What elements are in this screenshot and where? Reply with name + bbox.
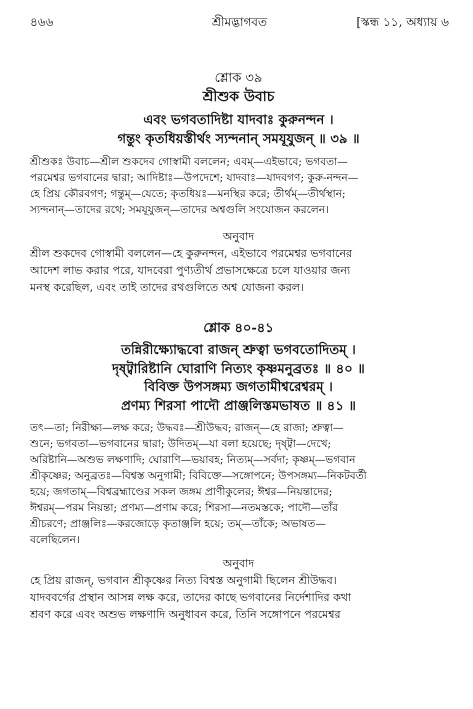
synonym-line: ঈশ্বরম্‌—পরম নিয়ন্তা; প্রণম্য—প্রণাম করে; শিরসা—নতমস্তকে; পাদৌ—তাঁর	[30, 502, 339, 514]
verse-40-41-synonyms	[30, 420, 447, 548]
synonym-line: শ্রীচরণে; প্রাঞ্জলিঃ—করজোড়ে কৃতাঞ্জলি হয়ে; তম্‌—তাঁকে; অভাষত—	[30, 518, 326, 530]
verse-39-heading: শ্লোক ৩৯	[214, 71, 263, 86]
synonym-line: হয়ে; জগতাম্‌—বিশ্বব্রহ্মাণ্ডের সকল জঙ্গম প্রাণীকুলের; ঈশ্বর—নিয়ন্তাদের;	[30, 486, 333, 498]
translation-line: শ্রবণ করে এবং অশুভ লক্ষণাদি অনুধাবন করে, তিনি সঙ্গোপনে পরমেশ্বর	[30, 608, 341, 621]
page-header	[30, 14, 449, 34]
synonym-line: পরমেশ্বর ভগবানের দ্বারা; আদিষ্টাঃ—উপদেশে; যাদবাঃ—যাদবগণ; কুরু-নন্দন—	[30, 172, 359, 184]
verse-40-41-translation	[30, 556, 447, 623]
verse-line: প্রণম্য শিরসা পাদৌ প্রাঞ্জলিস্তমভাষত ॥ ৪১ ॥	[121, 398, 356, 414]
translation-line: যাদববর্গের প্রস্থান আসন্ন লক্ষ করে, তাদের কাছে ভগবানের নির্দেশাদির কথা	[30, 591, 352, 604]
synonym-line: শ্রীশুকঃ উবাচ—শ্রীল শুকদেব গোস্বামী বললেন; এবম্‌—এইভাবে; ভগবতা—	[30, 156, 348, 168]
verse-39-synonyms	[30, 154, 447, 218]
verse-40-41-heading-block	[30, 320, 447, 338]
verse-line: গন্তুং কৃতধিয়স্তীর্থং স্যন্দনান্‌ সমযূযুজন্‌ ॥ ৩৯ ॥	[117, 131, 360, 147]
verse-40-41-heading: শ্লোক ৪০-৪১	[203, 321, 274, 336]
verse-39-heading-block	[30, 70, 447, 106]
verse-39-sanskrit	[30, 112, 447, 149]
chapter-reference: [স্কন্ধ ১১, অধ্যায় ৬	[356, 15, 449, 29]
synonym-line: স্যন্দনান্‌—তাদের রথে; সমযূযুজন্‌—তাদের অশ্বগুলি সংযোজন করলেন।	[30, 204, 329, 216]
book-title: শ্রীমদ্ভাগবত	[211, 15, 267, 29]
translation-line: মনস্থ করেছিল, এবং তাই তাদের রথগুলিতে অশ্ব যোজনা করল।	[30, 281, 304, 294]
translation-line: হে প্রিয় রাজন্‌, ভগবান শ্রীকৃষ্ণের নিত্য বিশ্বস্ত অনুগামী ছিলেন শ্রীউদ্ধব।	[30, 574, 337, 587]
translation-line: আদেশ লাভ করার পরে, যাদবেরা পুণ্যতীর্থ প্রভাসক্ষেত্রে চলে যাওয়ার জন্য	[30, 264, 351, 277]
verse-line: দৃষ্ট্বারিষ্টানি ঘোরাণি নিত্যং কৃষ্ণমনুব্রতঃ ॥ ৪০ ॥	[112, 361, 365, 377]
synonym-line: অরিষ্টানি—অশুভ লক্ষণাদি; ঘোরাণি—ভয়াবহ; নিত্যম্‌—সর্বদা; কৃষ্ণম্‌—ভগবান	[30, 454, 356, 466]
synonym-line: শুনে; ভগবতা—ভগবানের দ্বারা; উদিতম্‌—যা বলা হয়েছে; দৃষ্ট্বা—দেখে;	[30, 438, 332, 450]
translation-line: শ্রীল শুকদেব গোস্বামী বললেন—হে কুরুনন্দন, এইভাবে পরমেশ্বর ভগবানের	[30, 247, 353, 260]
translation-heading: অনুবাদ	[222, 557, 255, 570]
page-number: ৪৬৬	[30, 15, 54, 29]
verse-40-41-sanskrit	[30, 342, 447, 416]
synonym-line: শ্রীকৃষ্ণের; অনুব্রতঃ—বিশ্বস্ত অনুগামী; বিবিক্তে—সঙ্গোপনে; উপসঙ্গম্য—নিকটবর্তী	[30, 470, 367, 482]
verse-line: এবং ভগবতাদিষ্টা যাদবাঃ কুরুনন্দন ।	[143, 113, 334, 128]
synonym-line: বলেছিলেন।	[30, 534, 80, 546]
verse-39-translation	[30, 229, 447, 296]
verse-line: বিবিক্ত উপসঙ্গম্য জগতামীশ্বরেশ্বরম্‌ ।	[144, 380, 333, 395]
translation-heading: অনুবাদ	[222, 230, 255, 243]
verse-39-speaker: শ্রীশুক উবাচ	[202, 89, 275, 105]
synonym-line: তৎ—তা; নিরীক্ষ্য—লক্ষ করে; উদ্ধবঃ—শ্রীউদ্ধব; রাজন্‌—হে রাজা; শ্রুত্বা—	[30, 422, 344, 434]
synonym-line: হে প্রিয় কৌরবগণ; গন্তুম্‌—যেতে; কৃতধিয়ঃ—মনস্থির করে; তীর্থম্‌—তীর্থস্থান;	[30, 188, 346, 200]
verse-line: তন্নিরীক্ষ্যোদ্ধবো রাজন্‌ শ্রুত্বা ভগবতোদিতম্‌ ।	[121, 343, 356, 358]
